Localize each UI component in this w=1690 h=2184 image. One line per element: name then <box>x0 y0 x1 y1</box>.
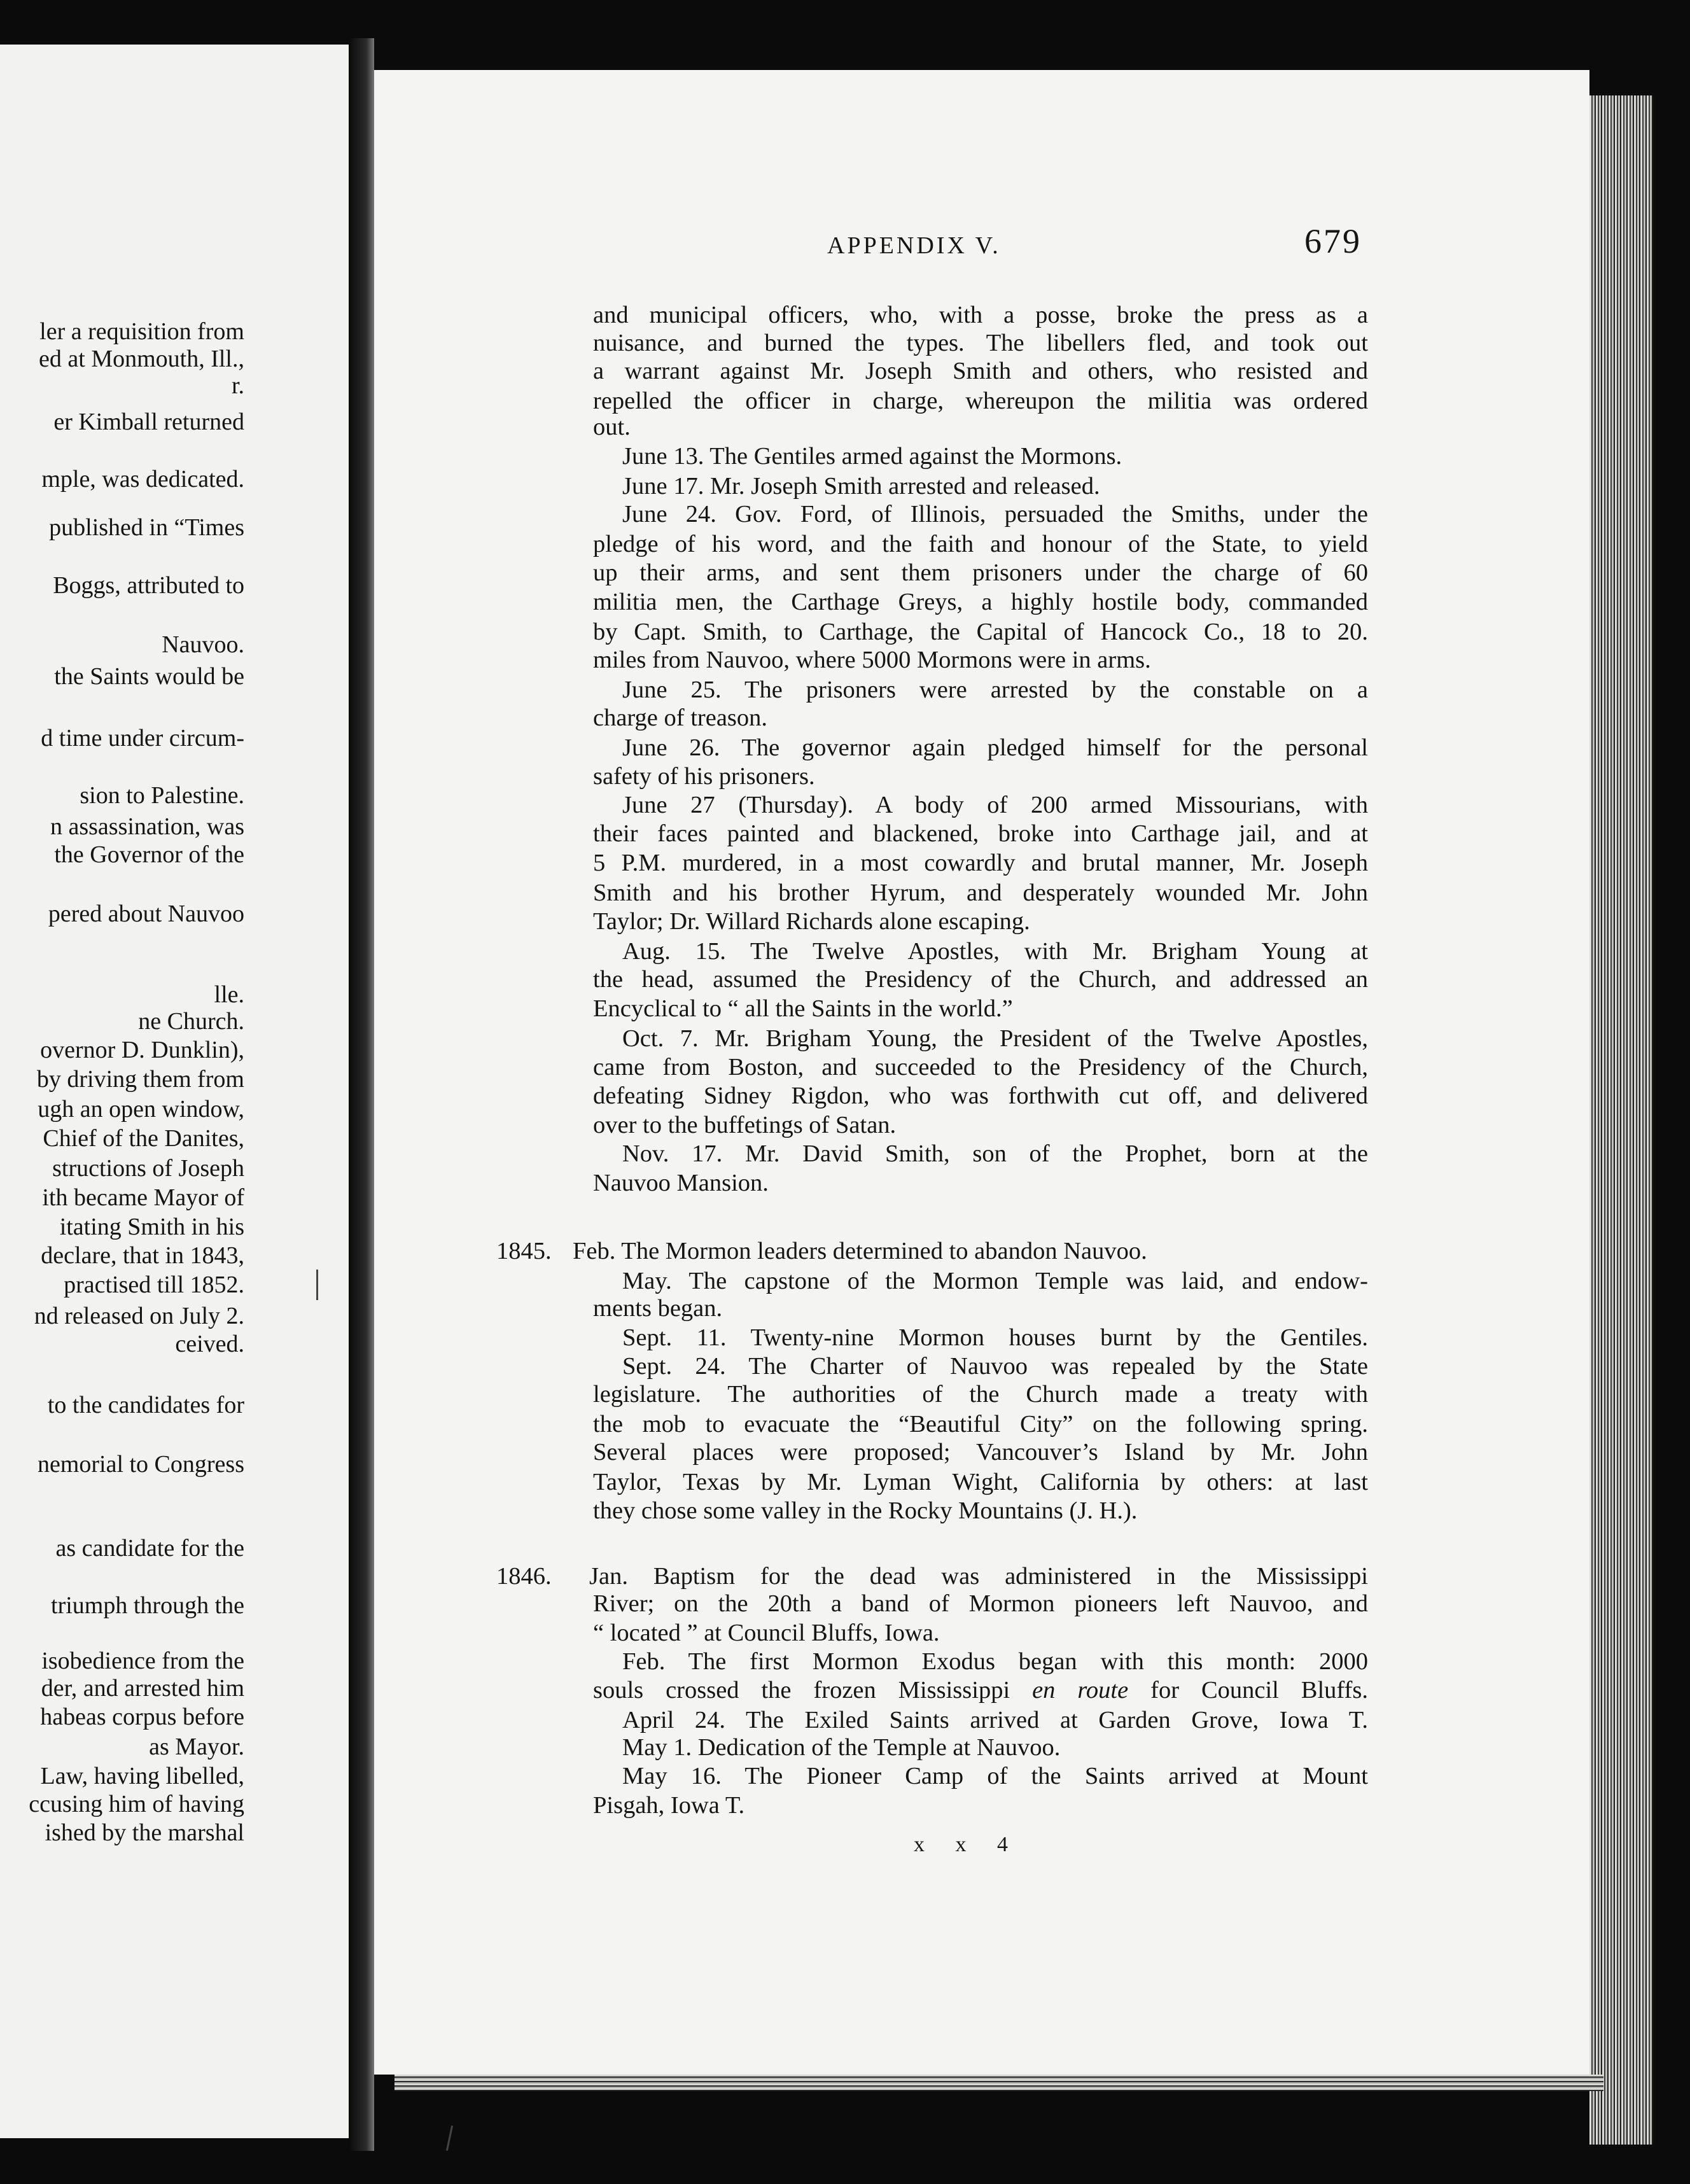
text-line: June 26. The governor again pledged himself for the personal <box>622 734 1368 761</box>
left-text-line: Law, having libelled, <box>40 1763 244 1789</box>
page-edges-bottom <box>395 2075 1603 2091</box>
left-text-line: Chief of the Danites, <box>43 1125 244 1152</box>
left-text-line: ler a requisition from <box>39 318 244 345</box>
text-line: the head, assumed the Presidency of the Church, and addressed an <box>593 966 1368 993</box>
text-line: they chose some valley in the Rocky Mountains (J. H.). <box>593 1497 1138 1524</box>
left-text-line: sion to Palestine. <box>80 782 244 809</box>
text-line: out. <box>593 414 631 440</box>
text-line: Taylor, Texas by Mr. Lyman Wight, California by others: at last <box>593 1469 1368 1495</box>
left-text-line: published in “Times <box>49 514 244 541</box>
left-text-line: ne Church. <box>138 1008 244 1035</box>
text-line: “ located ” at Council Bluffs, Iowa. <box>593 1620 940 1646</box>
left-text-line: pered about Nauvoo <box>48 900 244 927</box>
text-line: Jan. Baptism for the dead was administered in the Mississippi <box>589 1563 1368 1590</box>
left-text-line: to the candidates for <box>47 1392 244 1418</box>
scan-mark <box>316 1270 318 1300</box>
left-text-line: ed at Monmouth, Ill., <box>39 346 244 372</box>
text-line: came from Boston, and succeeded to the Presidency of the Church, <box>593 1054 1368 1081</box>
left-text-line: overnor D. Dunklin), <box>40 1037 244 1063</box>
text-line: by Capt. Smith, to Carthage, the Capital of Hancock Co., 18 to 20. <box>593 619 1368 645</box>
text-line: Feb. The first Mormon Exodus began with this month: 2000 <box>622 1648 1368 1675</box>
text-line: and municipal officers, who, with a posse, broke the press as a <box>593 302 1368 328</box>
text-line: safety of his prisoners. <box>593 763 815 790</box>
text-line: nuisance, and burned the types. The libellers fled, and took out <box>593 330 1368 356</box>
left-text-line: itating Smith in his <box>59 1214 244 1240</box>
text-line: Pisgah, Iowa T. <box>593 1792 745 1819</box>
running-head: APPENDIX V. <box>827 232 1001 259</box>
left-text-line: as candidate for the <box>55 1535 244 1562</box>
text-line: Sept. 11. Twenty-nine Mormon houses burnt by the Gentiles. <box>622 1324 1368 1351</box>
left-text-line: r. <box>231 372 244 399</box>
left-text-line: der, and arrested him <box>41 1675 244 1702</box>
book-gutter <box>349 38 374 2151</box>
year-label: 1846. <box>496 1563 552 1590</box>
left-text-line: ccusing him of having <box>29 1791 244 1817</box>
left-text-line: n assassination, was <box>50 813 244 840</box>
text-line: pledge of his word, and the faith and honour of the State, to yield <box>593 531 1368 557</box>
text-line: May. The capstone of the Mormon Temple was laid, and endow- <box>622 1268 1368 1294</box>
left-text-line: the Saints would be <box>54 663 244 690</box>
page-edges <box>1589 95 1656 2145</box>
text-line: up their arms, and sent them prisoners under the charge of 60 <box>593 559 1368 586</box>
italic-phrase: en route <box>1032 1677 1129 1704</box>
left-text-line: the Governor of the <box>54 841 244 868</box>
left-text-line: habeas corpus before <box>40 1704 244 1730</box>
text-line: repelled the officer in charge, whereupon the militia was ordered <box>593 388 1368 414</box>
text-line: souls crossed the frozen Mississippi en route for Council Bluffs. <box>593 1677 1368 1704</box>
left-text-line: ith became Mayor of <box>42 1184 244 1211</box>
text-line: June 24. Gov. Ford, of Illinois, persuaded the Smiths, under the <box>622 501 1368 528</box>
left-text-line: isobedience from the <box>41 1648 244 1674</box>
text-line: Smith and his brother Hyrum, and desperately wounded Mr. John <box>593 879 1368 906</box>
text-line: miles from Nauvoo, where 5000 Mormons were in arms. <box>593 647 1151 673</box>
left-text-line: ished by the marshal <box>45 1819 244 1846</box>
text-line: Several places were proposed; Vancouver’s Island by Mr. John <box>593 1439 1368 1466</box>
left-text-line: ugh an open window, <box>38 1096 244 1123</box>
left-text-line: structions of Joseph <box>52 1155 244 1182</box>
text-line: Oct. 7. Mr. Brigham Young, the President of the Twelve Apostles, <box>622 1025 1368 1052</box>
left-facing-page <box>0 45 353 2138</box>
left-text-line: nd released on July 2. <box>34 1303 244 1329</box>
text-line: Nauvoo Mansion. <box>593 1170 769 1196</box>
text-line: charge of treason. <box>593 704 768 731</box>
text-line: over to the buffetings of Satan. <box>593 1112 897 1138</box>
text-line: 5 P.M. murdered, in a most cowardly and brutal manner, Mr. Joseph <box>593 850 1368 876</box>
text-line: the mob to evacuate the “Beautiful City” on the following spring. <box>593 1411 1368 1438</box>
text-line: Encyclical to “ all the Saints in the world.” <box>593 995 1013 1022</box>
left-text-line: ceived. <box>175 1331 244 1357</box>
text-line: Taylor; Dr. Willard Richards alone escaping. <box>593 908 1030 935</box>
text-line: June 25. The prisoners were arrested by the constable on a <box>622 676 1368 703</box>
left-text-line: Nauvoo. <box>162 631 244 658</box>
text-line: Aug. 15. The Twelve Apostles, with Mr. Brigham Young at <box>622 938 1368 965</box>
text-line: River; on the 20th a band of Mormon pioneers left Nauvoo, and <box>593 1590 1368 1617</box>
text-line: June 17. Mr. Joseph Smith arrested and released. <box>622 473 1100 500</box>
page-number: 679 <box>1304 222 1362 260</box>
page-header <box>374 222 1589 267</box>
text-line: a warrant against Mr. Joseph Smith and others, who resisted and <box>593 358 1368 384</box>
left-text-line: d time under circum- <box>41 725 244 752</box>
left-text-line: by driving them from <box>36 1066 244 1093</box>
text-line: May 1. Dedication of the Temple at Nauvoo. <box>622 1734 1061 1761</box>
left-text-line: er Kimball returned <box>53 409 244 435</box>
year-label: 1845. <box>496 1238 552 1264</box>
text-line: legislature. The authorities of the Church made a treaty with <box>593 1381 1368 1408</box>
text-line: June 27 (Thursday). A body of 200 armed Missourians, with <box>622 792 1368 818</box>
text-line: militia men, the Carthage Greys, a highly hostile body, commanded <box>593 589 1368 615</box>
text-line: June 13. The Gentiles armed against the Mormons. <box>622 443 1122 470</box>
left-text-line: declare, that in 1843, <box>41 1242 244 1269</box>
left-text-line: nemorial to Congress <box>37 1451 244 1478</box>
text-line: Nov. 17. Mr. David Smith, son of the Prophet, born at the <box>622 1140 1368 1167</box>
left-text-line: triumph through the <box>51 1592 244 1619</box>
text-line: Feb. The Mormon leaders determined to abandon Nauvoo. <box>573 1238 1147 1264</box>
left-text-line: mple, was dedicated. <box>41 466 244 493</box>
left-text-line: as Mayor. <box>149 1733 244 1760</box>
text-line: Sept. 24. The Charter of Nauvoo was repealed by the State <box>622 1353 1368 1380</box>
text-line: ments began. <box>593 1295 723 1322</box>
scan-mark <box>446 2125 453 2151</box>
text-line: April 24. The Exiled Saints arrived at Garden Grove, Iowa T. <box>622 1707 1368 1733</box>
left-text-line: Boggs, attributed to <box>53 572 244 599</box>
left-text-line: lle. <box>214 981 244 1008</box>
printer-signature: x x 4 <box>914 1833 1021 1856</box>
right-page <box>374 70 1589 2075</box>
text-line: their faces painted and blackened, broke into Carthage jail, and at <box>593 820 1368 847</box>
left-text-line: practised till 1852. <box>64 1271 244 1298</box>
text-line: defeating Sidney Rigdon, who was forthwith cut off, and delivered <box>593 1082 1368 1109</box>
text-line: May 16. The Pioneer Camp of the Saints arrived at Mount <box>622 1763 1368 1789</box>
